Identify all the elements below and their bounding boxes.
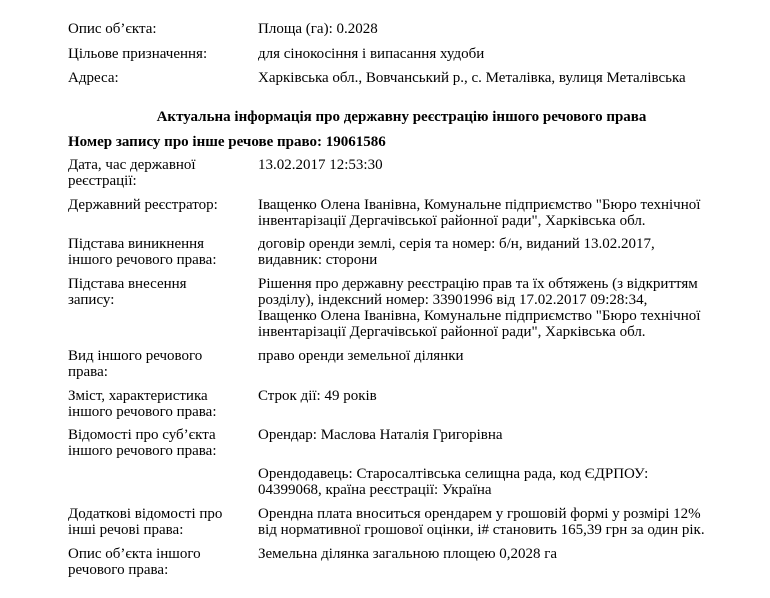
record-number: Номер запису про інше речове право: 19061586 [68, 134, 386, 150]
entry-basis-label: Підстава внесення запису: [68, 276, 187, 308]
object-description-value: Земельна ділянка загальною площею 0,2028 га [258, 546, 558, 562]
description-label: Опис об’єкта: [68, 21, 157, 37]
entry-basis-value: Рішення про державну реєстрацію прав та їх обтяжень (з відкриттям розділу), індексний номер: 33901996 від 17.02.2017 09:28:34, Іващенко Олена Іванівна, Комунальне підприємство "Бюро технічної інвентарізації Дергачівської районної ради", Харківська обл. [258, 276, 701, 340]
purpose-value: для сінокосіння і випасання худоби [258, 46, 485, 62]
object-description-label: Опис об’єкта іншого речового права: [68, 546, 201, 578]
registrar-label: Державний реєстратор: [68, 197, 218, 213]
subject-label: Відомості про суб’єкта іншого речового права: [68, 427, 217, 459]
subject-tenant-value: Орендар: Маслова Наталія Григорівна [258, 427, 503, 443]
section-title: Актуальна інформація про державну реєстрацію іншого речового права [156, 109, 647, 125]
additional-info-value: Орендна плата вноситься орендарем у грошовій формі у розмірі 12% від нормативної грошової оцінки, і# становить 165,39 грн за один рік. [258, 506, 705, 538]
purpose-label: Цільове призначення: [68, 46, 208, 62]
registrar-value: Іващенко Олена Іванівна, Комунальне підприємство "Бюро технічної інвентарізації Дергачівської районної ради", Харківська обл. [258, 197, 701, 229]
right-origin-value: договір оренди землі, серія та номер: б/н, виданий 13.02.2017, видавник: сторони [258, 236, 655, 268]
subject-landlord-value: Орендодавець: Старосалтівська селищна рада, код ЄДРПОУ: 04399068, країна реєстрації: Україна [258, 466, 649, 498]
right-origin-label: Підстава виникнення іншого речового права: [68, 236, 217, 268]
address-label: Адреса: [68, 70, 119, 86]
address-value: Харківська обл., Вовчанський р., с. Металівка, вулиця Металівська [258, 70, 686, 86]
registration-date-label: Дата, час державної реєстрації: [68, 157, 196, 189]
right-type-value: право оренди земельної ділянки [258, 348, 464, 364]
right-type-label: Вид іншого речового права: [68, 348, 203, 380]
description-value: Площа (га): 0.2028 [258, 21, 378, 37]
right-content-value: Строк дії: 49 років [258, 388, 377, 404]
right-content-label: Зміст, характеристика іншого речового права: [68, 388, 217, 420]
additional-info-label: Додаткові відомості про інші речові права: [68, 506, 223, 538]
registration-date-value: 13.02.2017 12:53:30 [258, 157, 383, 173]
